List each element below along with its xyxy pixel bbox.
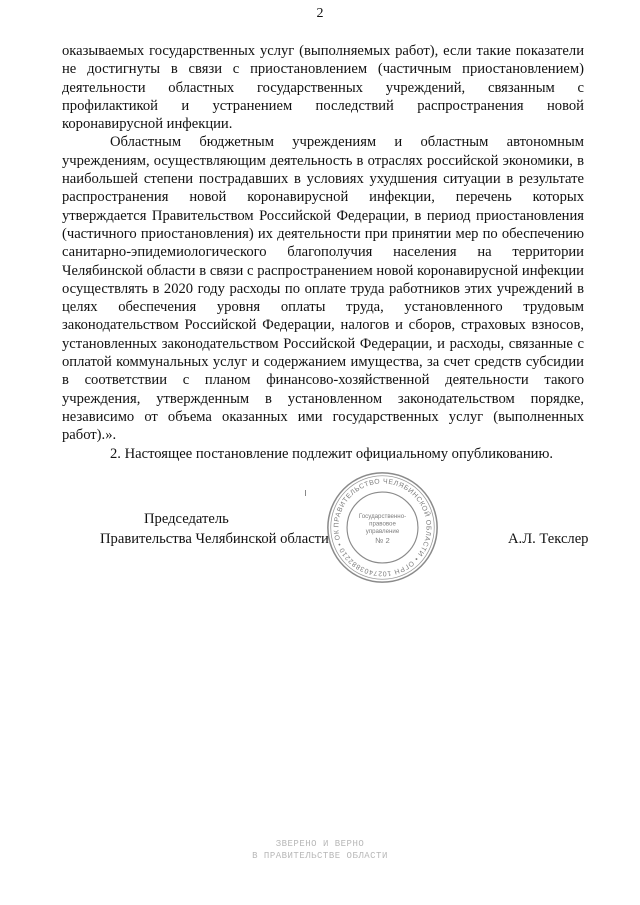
- signatory-name: А.Л. Текслер: [508, 531, 589, 547]
- seal-center-line3: управление: [365, 528, 400, 536]
- seal-graphic: [325, 470, 440, 585]
- paragraph-continuation: оказываемых государственных услуг (выполняемых работ), если такие показатели не достигнуты в связи с приостановлением (частичным приостановлением) деятельности областных государственных учреждений, связанным с профилактикой и устранением последствий распространения новой коронавирусной инфекции.: [62, 43, 584, 133]
- paragraph-subsidy-expenses: Областным бюджетным учреждениям и областным автономным учреждениям, осуществляющим деятельность в отраслях российской экономики, в наибольшей степени пострадавших в условиях ухудшения ситуации в результате распространения новой коронавирусной инфекции, перечень которых утверждается Правительством Российской Федерации, в период приостановления (частичного приостановления) их деятельности при принятии мер по обеспечению санитарно-эпидемиологического благополучия населения на территории Челябинской области в связи с распространением новой коронавирусной инфекции осуществлять в 2020 году расходы по оплате труда работников этих учреждений в целях обеспечения уровня оплаты труда, установленного трудовым законодательством Российской Федерации, налогов и сборов, страховых взносов, установленных законодательством Российской Федерации, и расходы, связанные с оплатой коммунальных услуг и содержанием имущества, за счет средств субсидии в соответствии с планом финансово-хозяйственной деятельности такого учреждения, утвержденным в установленном законодательством порядке, независимо от объема оказанных ими государственных услуг (выполненных работ).».: [62, 134, 584, 444]
- signatory-title-line1: Председатель: [144, 511, 229, 527]
- paragraph-publication: 2. Настоящее постановление подлежит официальному опубликованию.: [110, 445, 554, 462]
- seal-center-line2: правовое: [369, 520, 396, 528]
- certification-stamp-line2: В ПРАВИТЕЛЬСТВЕ ОБЛАСТИ: [252, 851, 388, 861]
- signature-block: [0, 510, 640, 620]
- official-seal: [325, 470, 440, 585]
- seal-center-line4: № 2: [375, 535, 390, 545]
- document-body: [62, 42, 584, 463]
- seal-ring-text: ПРАВИТЕЛЬСТВО ЧЕЛЯБИНСКОЙ ОБЛАСТИ • ОГРН 1027403882210 • ОК: [333, 478, 432, 577]
- signatory-title: [100, 510, 340, 549]
- signatory-title-line2: Правительства Челябинской области: [100, 531, 329, 548]
- certification-stamp-line1: ЗВЕРЕНО И ВЕРНО: [275, 839, 365, 849]
- scan-mark: [305, 490, 306, 496]
- page-number: 2: [316, 6, 324, 21]
- certification-stamp: [0, 838, 640, 862]
- seal-center-line1: Государственно-: [358, 512, 407, 520]
